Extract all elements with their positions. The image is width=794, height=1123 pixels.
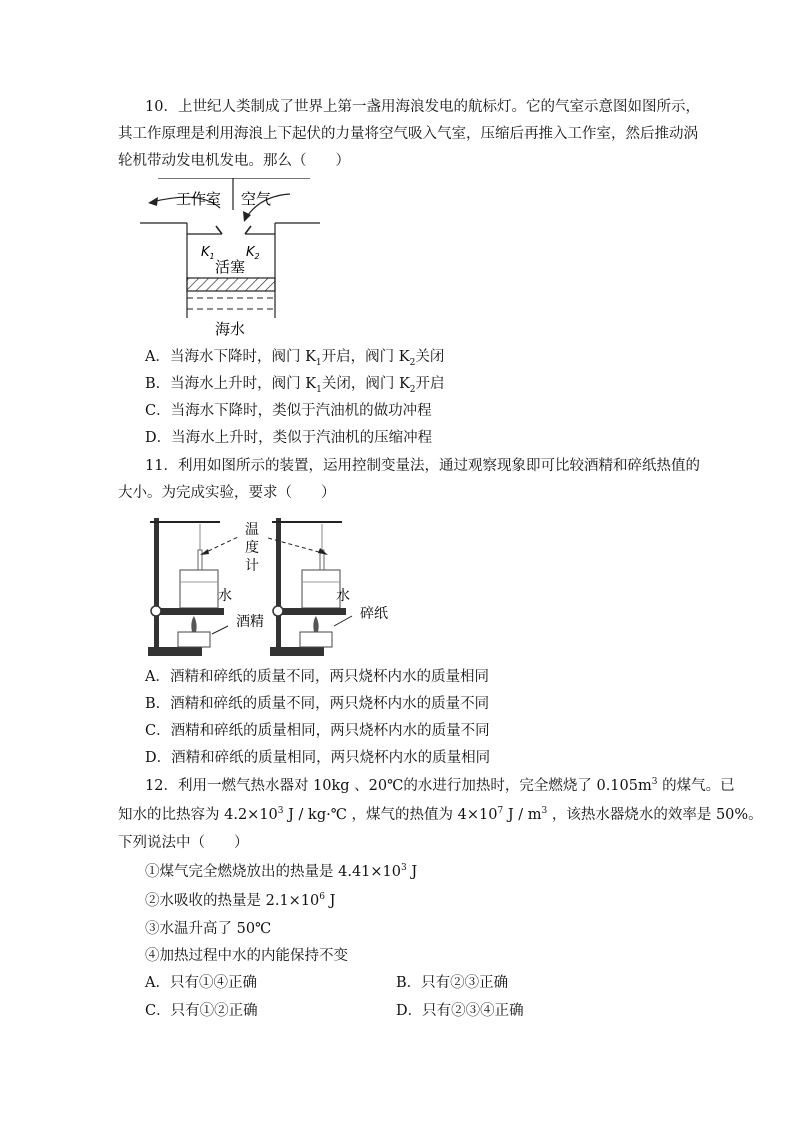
q11-option-a[interactable]: A．酒精和碎纸的质量不同，两只烧杯内水的质量相同	[145, 669, 489, 685]
k1-label: $K_1$	[201, 245, 215, 261]
q11-line-2: 大小。为完成实验，要求（ ）	[118, 485, 336, 501]
q12-statement-1: ①煤气完全燃烧放出的热量是 $4.41\times 10^3$ J	[145, 863, 418, 880]
q12-statement-2: ②水吸收的热量是 $2.1\times 10^6$ J	[145, 892, 336, 909]
piston-label: 活塞	[215, 258, 246, 276]
q10-option-d[interactable]: D．当海水上升时，类似于汽油机的压缩冲程	[145, 430, 433, 446]
q12-statement-3: ③水温升高了 50℃	[145, 921, 272, 937]
q11-option-b[interactable]: B．酒精和碎纸的质量不同，两只烧杯内水的质量不同	[145, 696, 490, 712]
work-room-label: 工作室	[176, 190, 222, 208]
q12-line-2: 知水的比热容为 $4.2\times 10^3$ J / kg·℃ ，煤气的热值为 $4\times 10^7$ J / $m^3$ ，该热水器烧水的效率是 50%。	[118, 806, 763, 823]
q10-option-a[interactable]: A．当海水下降时，阀门 $K_1$开启，阀门 $K_2$关闭	[145, 349, 445, 368]
q12-statement-4: ④加热过程中水的内能保持不变	[145, 948, 348, 964]
q12-option-d[interactable]: D．只有②③④正确	[396, 1003, 524, 1019]
q11-option-c[interactable]: C．酒精和碎纸的质量相同，两只烧杯内水的质量不同	[145, 723, 490, 739]
q10-line-3: 轮机带动发电机发电。那么（ ）	[118, 153, 350, 169]
q10-air-chamber-figure	[140, 178, 320, 338]
water-left-label: 水	[218, 588, 232, 604]
q11-option-d[interactable]: D．酒精和碎纸的质量相同，两只烧杯内水的质量相同	[145, 750, 491, 766]
water-right-label: 水	[336, 588, 350, 604]
q12-option-a[interactable]: A．只有①④正确	[145, 975, 257, 991]
q12-line-3: 下列说法中（ ）	[118, 835, 249, 851]
air-label: 空气	[241, 190, 272, 208]
seawater-label: 海水	[215, 320, 246, 338]
thermometer-label-1: 温	[245, 522, 259, 538]
thermometer-label-3: 计	[245, 558, 259, 574]
q10-option-b[interactable]: B．当海水上升时，阀门 $K_1$关闭，阀门 $K_2$开启	[145, 376, 445, 395]
k2-label: $K_2$	[246, 245, 260, 261]
q11-apparatus-figure	[140, 512, 400, 660]
paper-label: 碎纸	[360, 606, 388, 622]
q12-option-b[interactable]: B．只有②③正确	[396, 975, 509, 991]
alcohol-label: 酒精	[236, 614, 264, 630]
q11-line-1: 11．利用如图所示的装置，运用控制变量法，通过观察现象即可比较酒精和碎纸热值的	[145, 458, 700, 474]
thermometer-label-2: 度	[245, 540, 259, 556]
q12-option-c[interactable]: C．只有①②正确	[145, 1003, 258, 1019]
q10-line-1: 10．上世纪人类制成了世界上第一盏用海浪发电的航标灯。它的气室示意图如图所示，	[145, 99, 700, 115]
q10-option-c[interactable]: C．当海水下降时，类似于汽油机的做功冲程	[145, 403, 432, 419]
q10-line-2: 其工作原理是利用海浪上下起伏的力量将空气吸入气室，压缩后再推入工作室，然后推动涡	[118, 126, 698, 142]
q12-line-1: 12．利用一燃气热水器对 10kg 、20℃的水进行加热时，完全燃烧了 $0.105m^3$ 的煤气。已	[145, 777, 735, 794]
